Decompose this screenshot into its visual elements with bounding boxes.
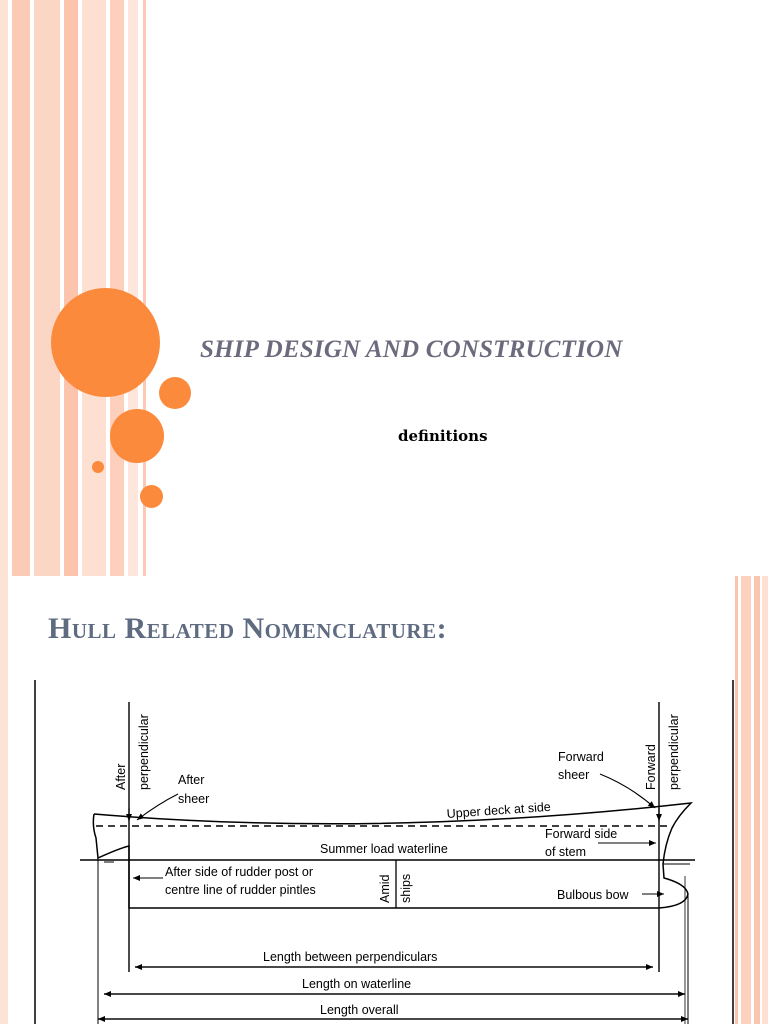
loa-label: Length overall: [320, 1003, 399, 1017]
amidships-label-2: ships: [399, 873, 413, 903]
bulbous-bow-label: Bulbous bow: [557, 888, 629, 902]
forward-perpendicular-label-2: perpendicular: [667, 714, 681, 790]
after-perpendicular-label-1: After: [114, 763, 128, 790]
small-orange-circle-2: [140, 485, 163, 508]
tiny-orange-circle: [92, 461, 104, 473]
lbp-label: Length between perpendiculars: [263, 950, 438, 964]
after-sheer-label-2: sheer: [178, 792, 210, 806]
slide-heading: Hull Related Nomenclature:: [48, 612, 448, 645]
amidships-label-1: Amid: [378, 874, 392, 903]
after-perpendicular-label-2: perpendicular: [137, 714, 151, 790]
upper-deck-label: Upper deck at side: [446, 799, 552, 821]
rudder-post-label-2: centre line of rudder pintles: [165, 883, 316, 897]
hull-nomenclature-diagram: [0, 576, 768, 1024]
forward-side-of-stem-label-1: Forward side: [545, 827, 618, 841]
lwl-label: Length on waterline: [302, 977, 412, 991]
medium-orange-circle: [110, 409, 164, 463]
forward-sheer-label-1: Forward: [558, 750, 604, 764]
after-sheer-label-1: After: [178, 773, 205, 787]
forward-side-of-stem-label-2: of stem: [545, 845, 586, 859]
rudder-post-label-1: After side of rudder post or: [165, 865, 313, 879]
forward-sheer-label-2: sheer: [558, 768, 590, 782]
forward-perpendicular-label-1: Forward: [644, 744, 658, 790]
large-orange-circle: [51, 288, 160, 397]
slide-title: SHIP DESIGN AND CONSTRUCTION: [200, 336, 623, 363]
slide-subtitle: definitions: [398, 427, 488, 445]
small-orange-circle: [159, 377, 191, 409]
nomenclature-slide: [0, 576, 768, 1024]
summer-load-waterline-label: Summer load waterline: [320, 842, 448, 856]
